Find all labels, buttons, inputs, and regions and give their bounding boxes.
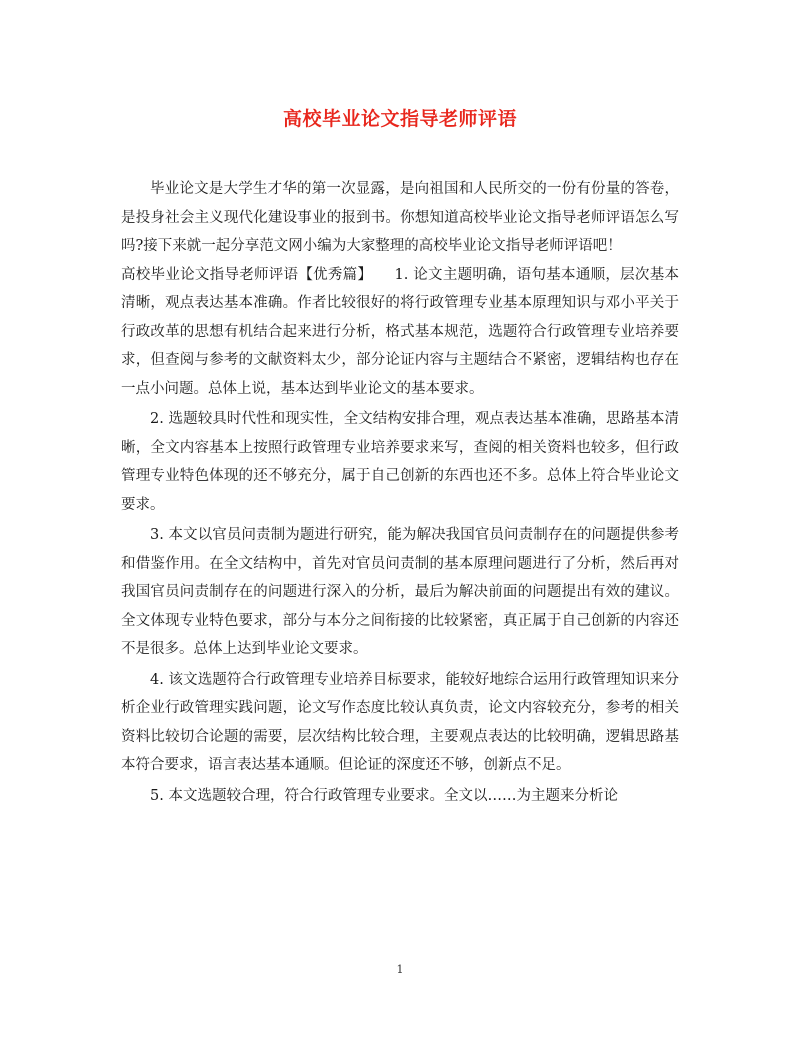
comment-paragraph-1: 高校毕业论文指导老师评语【优秀篇】 1. 论文主题明确，语句基本通顺，层次基本清晰，观点表达基本准确。作者比较很好的将行政管理专业基本原理知识与邓小平关于行政改革的思想有机结合起来进行分析，格式基本规范，选题符合行政管理专业培养要求，但查阅与参考的文献资料太少，部分论证内容与主题结合不紧密，逻辑结构也存在一点小问题。总体上说，基本达到毕业论文的基本要求。 <box>121 266 679 397</box>
document-title: 高校毕业论文指导老师评语 <box>282 108 517 130</box>
comment-paragraph-4: 4. 该文选题符合行政管理专业培养目标要求，能较好地综合运用行政管理知识来分析企业行政管理实践问题，论文写作态度比较认真负责，论文内容较充分，参考的相关资料比较切合论题的需要，层次结构比较合理，主要观点表达的比较明确，逻辑思路基本符合要求，语言表达基本通顺。但论证的深度还不够，创新点不足。 <box>121 671 679 773</box>
comment-paragraph-3: 3. 本文以官员问责制为题进行研究，能为解决我国官员问责制存在的问题提供参考和借鉴作用。在全文结构中，首先对官员问责制的基本原理问题进行了分析，然后再对我国官员问责制存在的问题进行深入的分析，最后为解决前面的问题提出有效的建议。全文体现专业特色要求，部分与本分之间衔接的比较紧密，真正属于自己创新的内容还不是很多。总体上达到毕业论文要求。 <box>121 527 679 657</box>
comment-paragraph-2: 2. 选题较具时代性和现实性，全文结构安排合理，观点表达基本准确，思路基本清晰，全文内容基本上按照行政管理专业培养要求来写，查阅的相关资料也较多，但行政管理专业特色体现的还不够充分，属于自己创新的东西也还不多。总体上符合毕业论文要求。 <box>121 411 679 513</box>
document-body <box>121 175 679 810</box>
intro-paragraph: 毕业论文是大学生才华的第一次显露，是向祖国和人民所交的一份有份量的答卷，是投身社会主义现代化建设事业的报到书。你想知道高校毕业论文指导老师评语怎么写吗?接下来就一起分享范文网小编为大家整理的高校毕业论文指导老师评语吧！ <box>121 181 679 254</box>
comment-paragraph-5: 5. 本文选题较合理，符合行政管理专业要求。全文以……为主题来分析论 <box>150 787 618 804</box>
page-number: 1 <box>396 963 404 976</box>
